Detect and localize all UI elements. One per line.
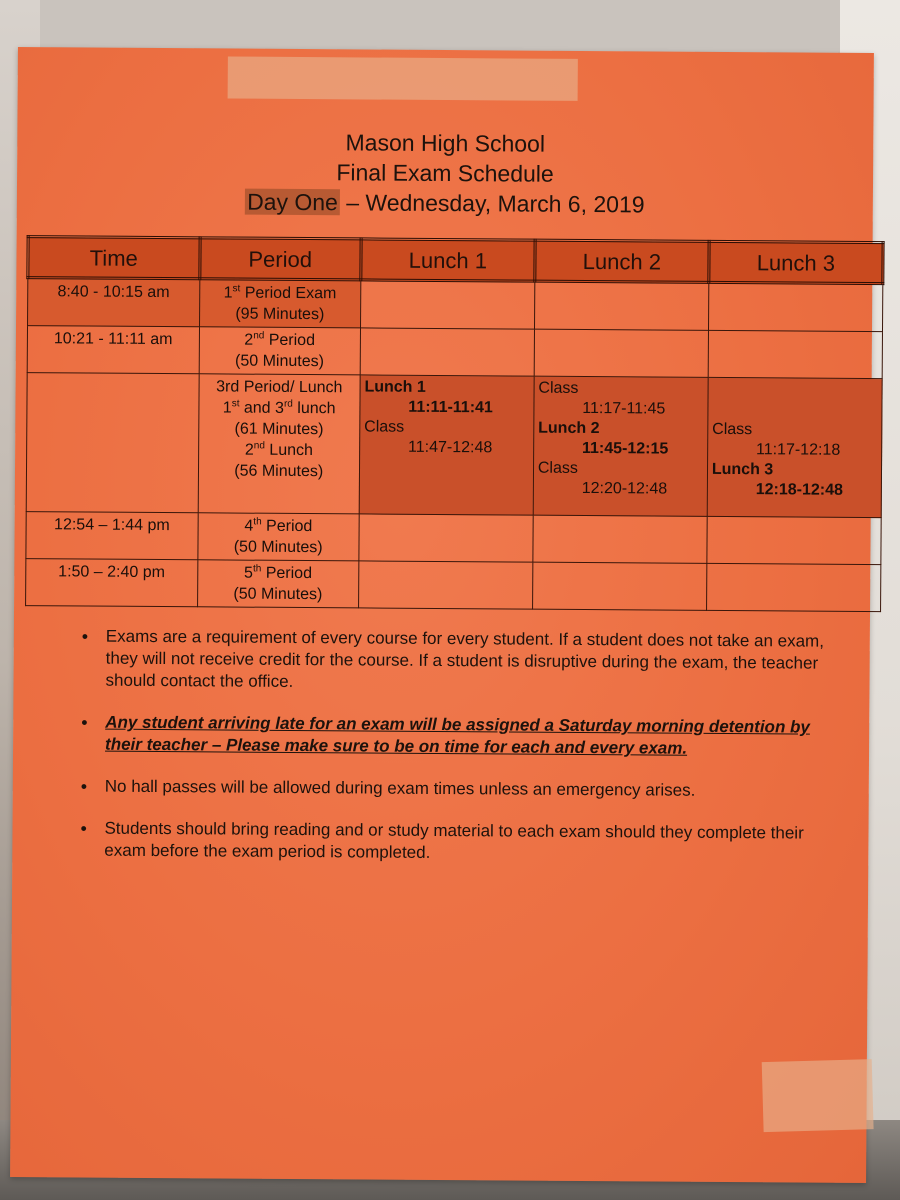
schedule-table — [24, 235, 885, 612]
lunch-2-cell: Class 11:17-11:45 Lunch 2 11:45-12:15 Class 12:20-12:48 — [533, 376, 708, 516]
bullet-icon: • — [80, 818, 87, 839]
table-row — [26, 512, 881, 565]
column-header-lunch-3: Lunch 3 — [709, 241, 883, 283]
table-header-row — [28, 237, 883, 284]
late-warning: Any student arriving late for an exam will be assigned a Saturday morning detention by their teacher – Please make sure to be on time for each and every exam. — [105, 712, 810, 758]
flyer-header — [17, 125, 874, 221]
lunch-1-cell — [360, 280, 534, 329]
day-label: Day One — [247, 188, 338, 216]
table-row — [27, 326, 882, 379]
column-header-period: Period — [199, 238, 361, 280]
table-row — [26, 373, 882, 518]
period-cell: 2nd Period (50 Minutes) — [199, 327, 361, 375]
lunch-3-cell — [708, 282, 882, 331]
lunch-1-cell — [360, 328, 534, 376]
period-cell: 4th Period (50 Minutes) — [197, 513, 359, 561]
column-header-lunch-2: Lunch 2 — [535, 240, 709, 282]
time-cell: 12:54 – 1:44 pm — [26, 512, 198, 560]
lunch-2-cell — [534, 281, 708, 330]
lunch-2-cell — [534, 329, 708, 377]
lunch-2-cell — [533, 515, 707, 563]
bullet-icon: • — [80, 776, 88, 797]
lunch-3-cell — [707, 516, 881, 564]
table-row — [28, 278, 883, 332]
lunch-2-cell — [532, 562, 706, 610]
lunch-1-cell — [358, 561, 532, 609]
column-header-lunch-1: Lunch 1 — [361, 239, 535, 281]
column-header-time: Time — [28, 237, 200, 279]
time-cell: 1:50 – 2:40 pm — [26, 559, 198, 607]
period-cell: 3rd Period/ Lunch 1st and 3rd lunch (61 Minutes) 2nd Lunch (56 Minutes) — [198, 374, 360, 514]
lunch-3-cell: Class 11:17-12:18 Lunch 3 12:18-12:48 — [707, 377, 882, 517]
tape-strip — [762, 1059, 874, 1132]
tape-strip — [228, 56, 578, 100]
exam-rules-list — [72, 625, 834, 886]
exam-schedule-flyer — [10, 47, 874, 1183]
lunch-1-cell — [359, 514, 533, 562]
lunch-3-cell — [708, 330, 882, 378]
lunch-3-cell — [706, 563, 880, 611]
table-row — [26, 559, 881, 612]
lunch-1-cell: Lunch 1 11:11-11:41 Class 11:47-12:48 — [359, 375, 534, 515]
time-cell: 8:40 - 10:15 am — [28, 278, 200, 327]
list-item: • Exams are a requirement of every course for every student. If a student does not take an exam, they will not receive credit for the course. If a student is disruptive during the exam, the teacher should contact the office. — [81, 626, 825, 691]
school-name: Mason High School — [345, 129, 546, 157]
bullet-icon: • — [81, 712, 88, 733]
period-cell: 1st Period Exam (95 Minutes) — [199, 279, 361, 328]
bullet-icon: • — [81, 626, 89, 647]
schedule-title: Final Exam Schedule — [336, 159, 554, 187]
period-cell: 5th Period (50 Minutes) — [197, 560, 359, 608]
time-cell: 10:21 - 11:11 am — [27, 326, 199, 374]
schedule-date — [17, 185, 873, 221]
list-item: • Students should bring reading and or study material to each exam should they complete their exam before the exam period is completed. — [80, 818, 804, 862]
list-item — [73, 711, 833, 760]
time-cell — [26, 373, 199, 513]
list-item: • No hall passes will be allowed during exam times unless an emergency arises. — [80, 776, 696, 800]
date-text: – Wednesday, March 6, 2019 — [339, 189, 645, 218]
